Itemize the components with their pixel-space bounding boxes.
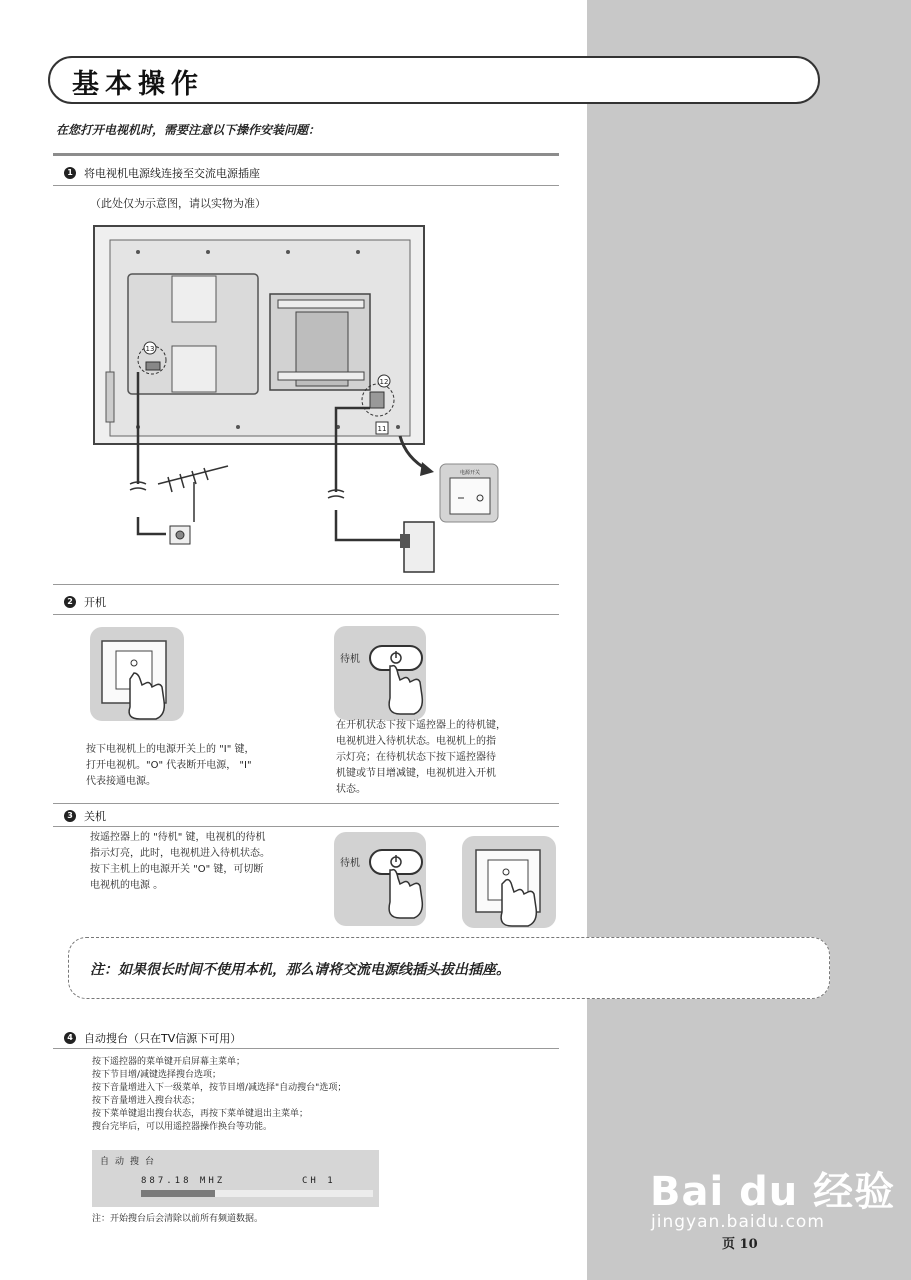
- scan-footnote: 注：开始搜台后会清除以前所有频道数据。: [92, 1214, 264, 1224]
- watermark-url: jingyan.baidu.com: [651, 1212, 825, 1232]
- step-2-left-caption: 按下电视机上的电源开关上的 "I" 键， 打开电视机。"O" 代表断开电源， "I" 代表接通电源。: [86, 744, 255, 787]
- section-rule: [53, 614, 559, 615]
- section-rule: [53, 826, 559, 827]
- section-rule: [53, 185, 559, 186]
- section-rule: [53, 584, 559, 585]
- step-title: 将电视机电源线连接至交流电源插座: [84, 167, 260, 180]
- step-2-right-caption: 在开机状态下按下遥控器上的待机键， 电视机进入待机状态。电视机上的指 示灯亮；在待机状态下按下遥控器待 机键或节目增减键，电视机进入开机 状态。: [336, 720, 506, 795]
- gray-sidebar: [587, 0, 911, 1280]
- power-switch-off-illustration: [462, 836, 558, 932]
- scan-panel-title: 自动搜台: [100, 1157, 161, 1167]
- diagram-note: （此处仅为示意图，请以实物为准）: [90, 197, 266, 210]
- standby-label: 待机: [340, 654, 360, 665]
- remote-standby-illustration: [334, 832, 430, 928]
- step-4-heading: [64, 1030, 241, 1046]
- step-number: 1: [64, 167, 76, 179]
- step-number: 3: [64, 810, 76, 822]
- instruction-line: 按下音量增进入搜台状态；: [92, 1096, 201, 1106]
- callout-11: 11: [377, 425, 387, 433]
- step-title: 关机: [84, 810, 106, 823]
- instruction-line: 搜台完毕后，可以用遥控器操作换台等功能。: [92, 1122, 273, 1132]
- section-rule: [53, 803, 559, 804]
- callout-12: 12: [379, 378, 389, 386]
- scan-progress-bar: [141, 1190, 373, 1197]
- instruction-line: 按下音量增进入下一级菜单，按节目增/减选择"自动搜台"选项；: [92, 1083, 347, 1093]
- page-number: 页 10: [722, 1237, 758, 1252]
- power-switch-press-illustration: [90, 627, 186, 723]
- step-1-heading: [64, 165, 260, 181]
- baidu-jingyan-logo: Bai du 经验: [650, 1169, 896, 1215]
- power-switch-label: 电源开关: [459, 470, 481, 476]
- remote-standby-illustration: [334, 626, 430, 722]
- instruction-line: 按下遥控器的菜单键开启屏幕主菜单；: [92, 1057, 246, 1067]
- step-number: 4: [64, 1032, 76, 1044]
- page-title: 基本操作: [72, 69, 204, 100]
- standby-label: 待机: [340, 858, 360, 869]
- step-title: 自动搜台（只在TV信源下可用）: [84, 1032, 242, 1045]
- scan-progress-fill: [141, 1190, 215, 1197]
- instruction-line: 按下菜单键退出搜台状态，再按下菜单键退出主菜单；: [92, 1109, 309, 1119]
- instruction-line: 按下节目增/减键选择搜台选项；: [92, 1070, 222, 1080]
- callout-13: 13: [145, 345, 155, 353]
- step-2-heading: [64, 594, 106, 610]
- section-rule: [53, 153, 559, 156]
- scan-channel: CH 1: [302, 1176, 336, 1186]
- step-3-caption: 按遥控器上的 "待机" 键，电视机的待机 指示灯亮，此时，电视机进入待机状态。 按下主机上的电源开关 "O" 键，可切断 电视机的电源 。: [90, 832, 270, 891]
- warning-note-text: 注：如果很长时间不使用本机，那么请将交流电源线插头拔出插座。: [90, 962, 510, 978]
- intro-text: 在您打开电视机时，需要注意以下操作安装问题：: [56, 123, 321, 137]
- auto-scan-instructions: [92, 1056, 346, 1134]
- step-number: 2: [64, 596, 76, 608]
- antenna-icon: [158, 466, 228, 522]
- step-title: 开机: [84, 596, 106, 609]
- step-3-heading: [64, 808, 106, 824]
- tv-rear-diagram: [88, 222, 508, 582]
- scan-frequency: 887.18 MHZ: [141, 1176, 226, 1186]
- section-rule: [53, 1048, 559, 1049]
